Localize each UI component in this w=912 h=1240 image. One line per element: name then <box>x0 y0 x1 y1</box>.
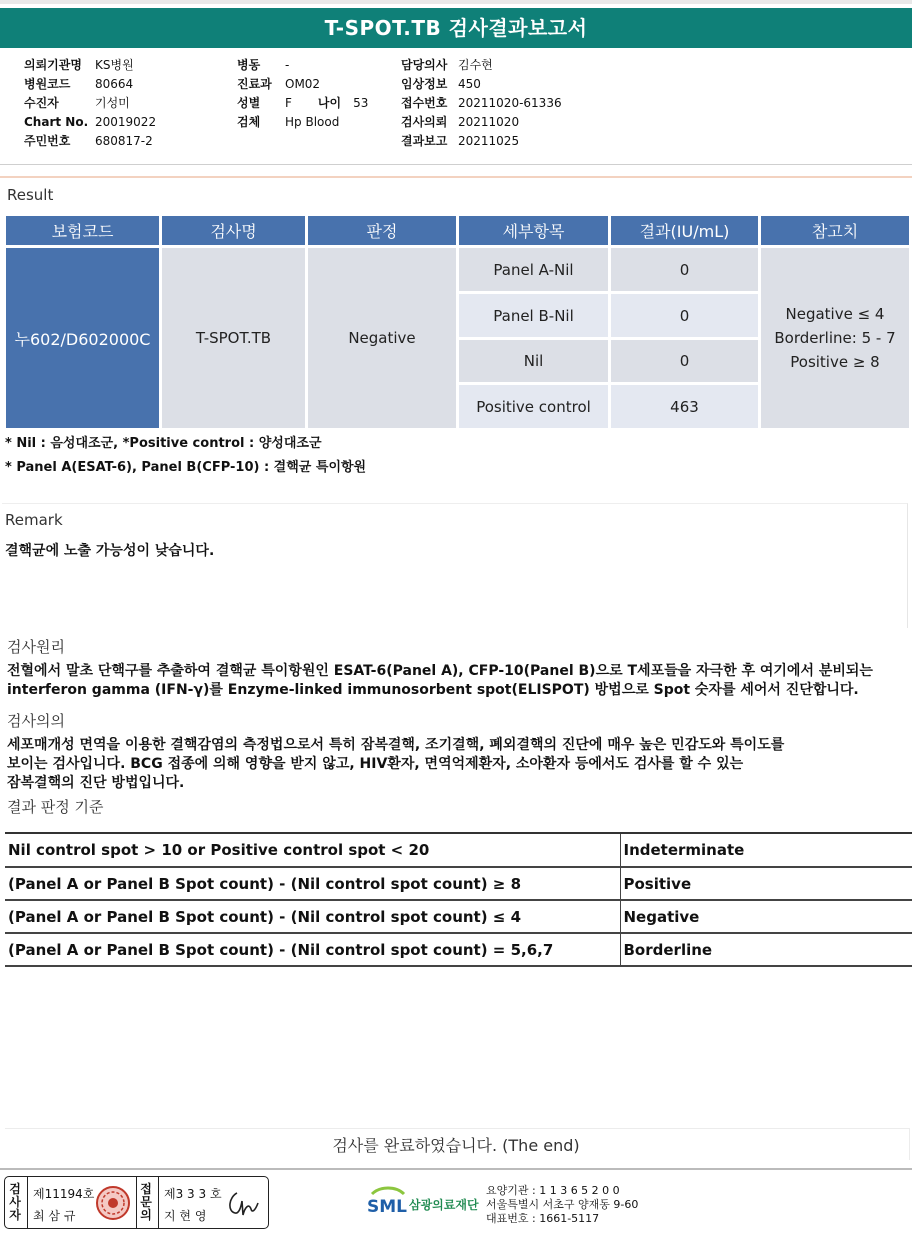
patient-info-col1 <box>24 56 156 151</box>
age-label: 나이 <box>317 96 342 110</box>
reference-line: Positive ≥ 8 <box>790 353 880 371</box>
logo-text: SML <box>367 1197 407 1217</box>
divider <box>27 1177 28 1228</box>
info-row: 수진자 기성미 <box>24 96 130 110</box>
info-row: 검체 Hp Blood <box>237 115 340 129</box>
info-row: 임상정보 450 <box>401 77 481 91</box>
info-row: 진료과 OM02 <box>237 77 321 91</box>
remark-label: Remark <box>5 511 63 529</box>
divider <box>136 1177 137 1228</box>
reviewer-name: 지 현 영 <box>164 1209 207 1223</box>
lab-info-line: 서울특별시 서초구 양재동 9-60 <box>486 1198 639 1211</box>
info-row: 병동 - <box>237 58 290 72</box>
significance-text <box>7 736 784 793</box>
header-cell: 보험코드 <box>5 215 161 247</box>
result-label: Result <box>7 186 54 204</box>
reviewer-number: 제3 3 3 호 <box>164 1187 222 1201</box>
age-value: 53 <box>353 96 369 110</box>
footnote: * Nil : 음성대조군, *Positive control : 양성대조군 <box>5 436 322 451</box>
criteria-condition: (Panel A or Panel B Spot count) - (Nil control spot count) = 5,6,7 <box>5 933 620 966</box>
divider <box>158 1177 159 1228</box>
header-cell: 검사명 <box>161 215 307 247</box>
result-value: 0 <box>610 293 760 339</box>
criteria-table <box>5 834 912 967</box>
header-cell: 결과(IU/mL) <box>610 215 760 247</box>
detail-item: Positive control <box>458 384 610 430</box>
info-row: 접수번호 20211020-61336 <box>401 96 562 110</box>
insurance-code: 누602/D602000C <box>5 247 161 430</box>
lab-info-line: 요양기관 : 1 1 3 6 5 2 0 0 <box>486 1184 620 1197</box>
info-row: 병원코드 80664 <box>24 77 134 91</box>
lab-info-line: 대표번호 : 1661-5117 <box>486 1212 600 1225</box>
detail-item: Panel A-Nil <box>458 247 610 293</box>
result-value: 0 <box>610 247 760 293</box>
header-cell: 참고치 <box>760 215 911 247</box>
criteria-row <box>5 933 912 966</box>
significance-label: 검사의의 <box>7 712 65 730</box>
info-row: 검사의뢰 20211020 <box>401 115 520 129</box>
remark-text: 결핵균에 노출 가능성이 낮습니다. <box>5 543 215 559</box>
detail-item: Panel B-Nil <box>458 293 610 339</box>
signature-icon <box>225 1189 261 1219</box>
footer-divider <box>0 1168 912 1170</box>
significance-line: 보이는 검사입니다. BCG 접종에 의해 영향을 받지 않고, HIV환자, 면역억제환자, 소아환자 등에서도 검사를 할 수 있는 <box>7 756 744 772</box>
info-row: 담당의사 김수현 <box>401 58 493 72</box>
principle-line: 전혈에서 말초 단핵구를 추출하여 결핵균 특이항원인 ESAT-6(Panel A), CFP-10(Panel B)으로 T세포들을 자극한 후 여기에서 분비되는 <box>7 663 873 679</box>
result-value: 0 <box>610 339 760 384</box>
criteria-condition: (Panel A or Panel B Spot count) - (Nil control spot count) ≥ 8 <box>5 867 620 900</box>
test-name: T-SPOT.TB <box>161 247 307 430</box>
criteria-condition: (Panel A or Panel B Spot count) - (Nil control spot count) ≤ 4 <box>5 900 620 933</box>
criteria-row <box>5 834 912 867</box>
result-header-row <box>5 215 911 247</box>
inspector-number: 제11194호 <box>33 1187 95 1201</box>
result-row <box>5 247 911 293</box>
info-row: 주민번호 680817-2 <box>24 134 153 148</box>
sml-logo-icon <box>366 1184 408 1222</box>
remark-box <box>2 503 908 628</box>
patient-info-col3 <box>401 56 562 151</box>
report-title: T-SPOT.TB 검사결과보고서 <box>0 8 912 48</box>
info-row: 의뢰기관명 KS병원 <box>24 58 134 72</box>
footnote: * Panel A(ESAT-6), Panel B(CFP-10) : 결핵균 특이항원 <box>5 460 367 475</box>
divider <box>0 164 912 165</box>
header-cell: 세부항목 <box>458 215 610 247</box>
info-row: 성별 F 나이 53 <box>237 96 369 110</box>
criteria-result: Borderline <box>620 933 912 966</box>
reference-line: Negative ≤ 4 <box>785 305 885 323</box>
detail-item: Nil <box>458 339 610 384</box>
lab-info <box>486 1184 638 1226</box>
info-row: 결과보고 20211025 <box>401 134 520 148</box>
criteria-row <box>5 867 912 900</box>
reference-line: Borderline: 5 - 7 <box>774 329 896 347</box>
criteria-result: Negative <box>620 900 912 933</box>
reference-range <box>760 247 911 430</box>
signature-box <box>4 1176 269 1229</box>
significance-line: 세포매개성 면역을 이용한 결핵감염의 측정법으로서 특히 잠복결핵, 조기결핵, 폐외결핵의 진단에 매우 높은 민감도와 특이도를 <box>7 737 785 753</box>
result-value: 463 <box>610 384 760 430</box>
criteria-label: 결과 판정 기준 <box>7 798 104 816</box>
inspector-name: 최 삼 규 <box>33 1209 76 1223</box>
criteria-condition: Nil control spot > 10 or Positive control spot < 20 <box>5 834 620 867</box>
criteria-result: Positive <box>620 867 912 900</box>
principle-line: interferon gamma (IFN-γ)를 Enzyme-linked immunosorbent spot(ELISPOT) 방법으로 Spot 숫자를 세어서 진단합니다. <box>7 682 859 698</box>
end-text: 검사를 완료하였습니다. (The end) <box>332 1136 580 1155</box>
criteria-row <box>5 900 912 933</box>
org-name: 삼광의료재단 <box>409 1198 479 1212</box>
principle-text <box>7 662 873 700</box>
top-border <box>0 0 912 4</box>
inspector-label: 검 사 자 <box>9 1182 21 1222</box>
result-table <box>3 213 912 431</box>
info-row: Chart No. 20019022 <box>24 115 157 129</box>
judgement: Negative <box>307 247 458 430</box>
reviewer-label: 접 문 의 <box>140 1182 152 1222</box>
divider <box>0 176 912 178</box>
patient-info-col2 <box>237 56 368 132</box>
seal-icon <box>95 1185 131 1221</box>
significance-line: 잠복결핵의 진단 방법입니다. <box>7 775 185 791</box>
principle-label: 검사원리 <box>7 638 65 656</box>
criteria-result: Indeterminate <box>620 834 912 867</box>
header-cell: 판정 <box>307 215 458 247</box>
